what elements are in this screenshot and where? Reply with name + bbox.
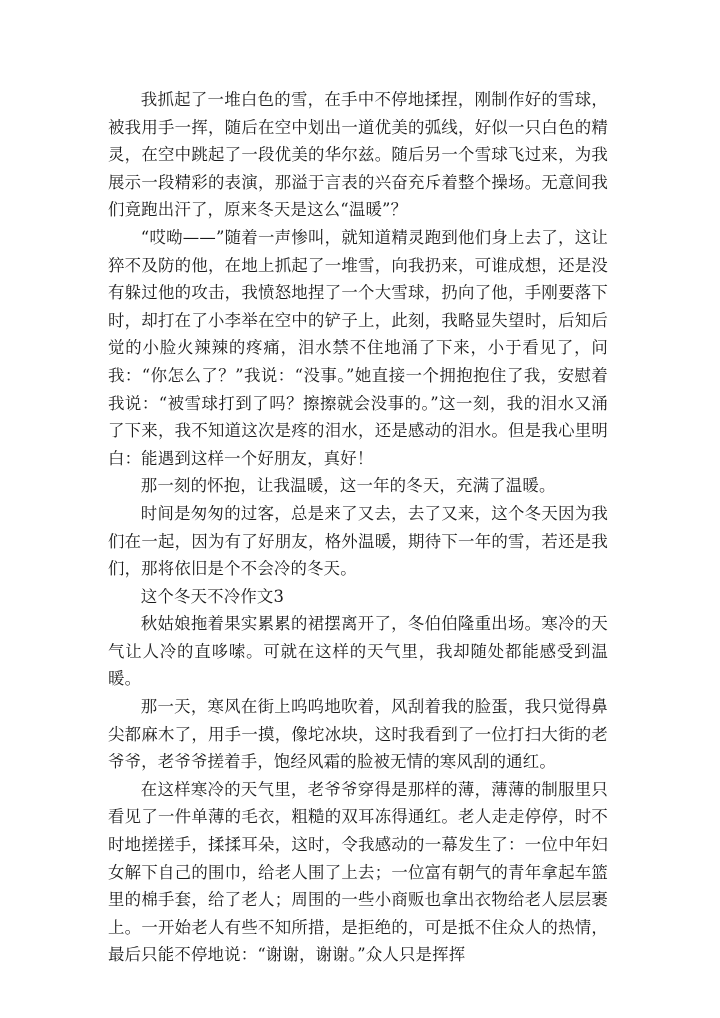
paragraph-time-passing: 时间是匆匆的过客，总是来了又去，去了又来，这个冬天因为我们在一起，因为有了好朋友，格外温暖，期待下一年的雪，若还是我们，那将依旧是个不会冷的冬天。: [108, 503, 608, 579]
paragraph-kind-strangers: 在这样寒冷的天气里，老爷爷穿得是那样的薄，薄薄的制服里只看见了一件单薄的毛衣，粗糙的双耳冻得通红。老人走走停停，时不时地搓搓手，揉揉耳朵，这时，令我感动的一幕发生了：一位中年妇女解下自己的围巾，给老人围了上去；一位富有朝气的青年拿起车篮里的棉手套，给了老人；周围的一些小商贩也拿出衣物给老人层层裹上。一开始老人有些不知所措，是拒绝的，可是抵不住众人的热情，最后只能不停地说：“谢谢，谢谢。”众人只是挥挥: [108, 779, 608, 965]
paragraph-warm-embrace: 那一刻的怀抱，让我温暖，这一年的冬天，充满了温暖。: [140, 476, 556, 496]
paragraph-winter-arrives: 秋姑娘拖着果实累累的裙摆离开了，冬伯伯隆重出场。寒冷的天气让人冷的直哆嗦。可就在这样的天气里，我却随处都能感受到温暖。: [108, 614, 608, 689]
paragraph-snowball-play: 我抓起了一堆白色的雪，在手中不停地揉捏，刚制作好的雪球，被我用手一挥，随后在空中划出一道优美的弧线，好似一只白色的精灵，在空中跳起了一段优美的华尔兹。随后另一个雪球飞过来，为我展示一段精彩的表演，那溢于言表的兴奋充斥着整个操场。无意间我们竟跑出汗了，原来冬天是这么“温暖”？: [108, 90, 608, 220]
paragraph-old-man-sweeper: 那一天，寒风在街上呜呜地吹着，风刮着我的脸蛋，我只觉得鼻尖都麻木了，用手一摸，像坨冰块，这时我看到了一位打扫大街的老爷爷，老爷爷搓着手，饱经风霜的脸被无情的寒风刮的通红。: [108, 697, 608, 772]
paragraph-friend-hug: “哎呦——”随着一声惨叫，就知道精灵跑到他们身上去了，这让猝不及防的他，在地上抓起了一堆雪，向我扔来，可谁成想，还是没有躲过他的攻击，我愤怒地捏了一个大雪球，扔向了他，手刚要落下时，却打在了小李举在空中的铲子上，此刻，我略显失望时，后知后觉的小脸火辣辣的疼痛，泪水禁不住地涌了下来，小于看见了，问我：“你怎么了？”我说：“没事。”她直接一个拥抱抱住了我，安慰着我说：“被雪球打到了吗？擦擦就会没事的。”这一刻，我的泪水又涌了下来，我不知道这次是疼的泪水，还是感动的泪水。但是我心里明白：能遇到这样一个好朋友，真好！: [108, 227, 608, 468]
essay-heading: 这个冬天不冷作文3: [140, 586, 285, 606]
document-page: [108, 86, 608, 969]
